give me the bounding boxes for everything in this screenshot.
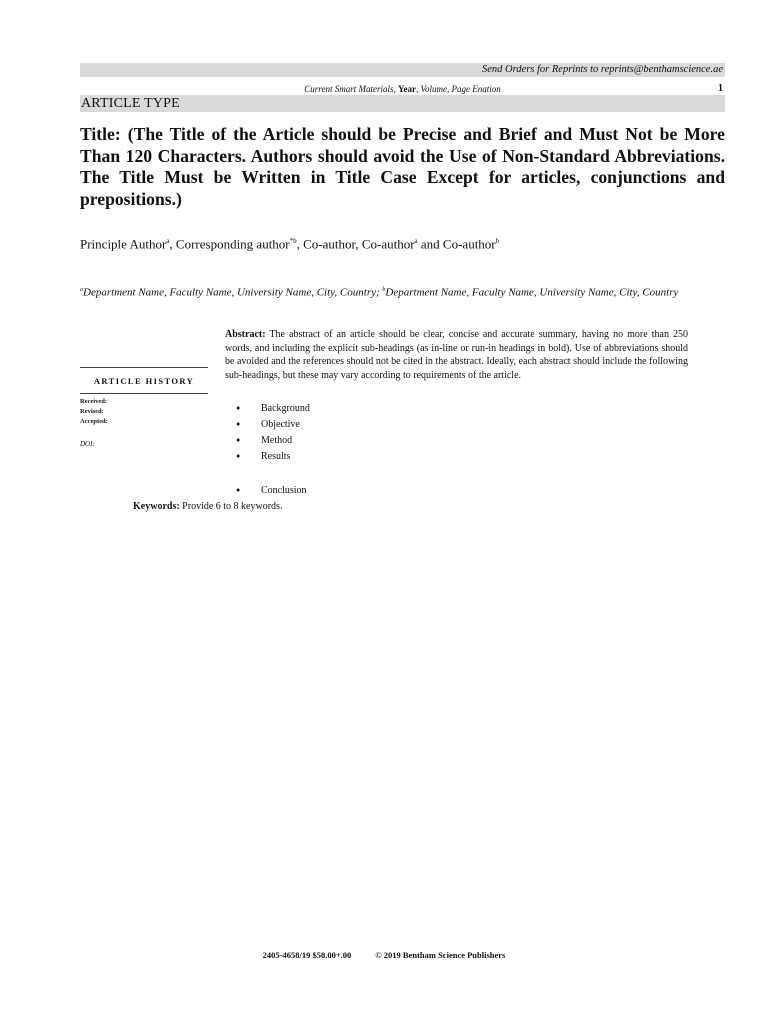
page-footer	[80, 950, 688, 960]
abstract-subheadings	[236, 402, 310, 466]
abstract-subheadings-last	[236, 484, 307, 500]
abstract-text: The abstract of an article should be clear, concise and accurate summary, having no more than 250 words, and including the explicit sub-headings (as in-line or run-in headings in bold). Use of abbreviations should be avoided and the references should not be cited in the abstract. Ideally, each abstract should include the following sub-headings, but these may vary according to requirements of the article.	[225, 329, 688, 381]
history-accepted: Accepted:	[80, 418, 108, 425]
affiliation-sup: a	[80, 287, 83, 293]
list-item: ● Method	[236, 434, 310, 450]
running-header	[80, 83, 725, 95]
history-rule-top	[80, 367, 208, 368]
reprint-notice: Send Orders for Reprints to reprints@benthamscience.ae	[481, 64, 723, 75]
journal-volume: , Volume, Page Enation	[415, 84, 501, 94]
footer-copyright: © 2019 Bentham Science Publishers	[375, 950, 506, 960]
affiliation-a: Department Name, Faculty Name, University Name, City, Country;	[83, 286, 383, 299]
history-received: Received:	[80, 398, 108, 405]
author-sup: a	[166, 237, 170, 245]
footer-code: 2405-4658/19 $58.00+.00	[262, 950, 352, 960]
keywords-text: Provide 6 to 8 keywords.	[179, 501, 283, 512]
author-last: and Co-author	[417, 236, 496, 252]
affiliation-sup: b	[382, 287, 386, 293]
article-type: ARTICLE TYPE	[81, 96, 180, 111]
list-item: ● Results	[236, 450, 310, 466]
author-sup: *b	[289, 237, 297, 245]
author-sup: a	[414, 237, 418, 245]
journal-name: Current Smart Materials,	[304, 84, 396, 94]
article-title: Title: (The Title of the Article should be Precise and Brief and Must Not be More Than 120 Characters. Authors should avoid the Use of Non-Standard Abbreviations. The Title Must be Written in Title Case Except for articles, conjunctions and prepositions.)	[80, 124, 725, 209]
history-revised: Revised:	[80, 408, 104, 415]
list-item: ● Background	[236, 402, 310, 418]
author-principle: Principle Author	[80, 236, 167, 252]
affiliations	[80, 283, 687, 301]
list-item: ● Conclusion	[236, 484, 307, 500]
list-item: ● Objective	[236, 418, 310, 434]
article-history-title: ARTICLE HISTORY	[93, 376, 195, 386]
page-number: 1	[718, 83, 723, 94]
history-doi: DOI:	[80, 440, 95, 448]
author-coauthors: , Co-author, Co-author	[296, 236, 415, 252]
journal-year: Year	[397, 84, 416, 94]
author-list	[80, 233, 499, 252]
history-rule-bottom	[80, 393, 208, 394]
affiliation-b: Department Name, Faculty Name, University Name, City, Country	[385, 286, 679, 299]
keywords	[133, 500, 282, 513]
keywords-label: Keywords:	[133, 501, 180, 512]
abstract	[225, 328, 688, 382]
author-sup: b	[495, 237, 500, 245]
abstract-label: Abstract:	[225, 329, 266, 340]
author-corresponding: , Corresponding author	[169, 236, 290, 252]
